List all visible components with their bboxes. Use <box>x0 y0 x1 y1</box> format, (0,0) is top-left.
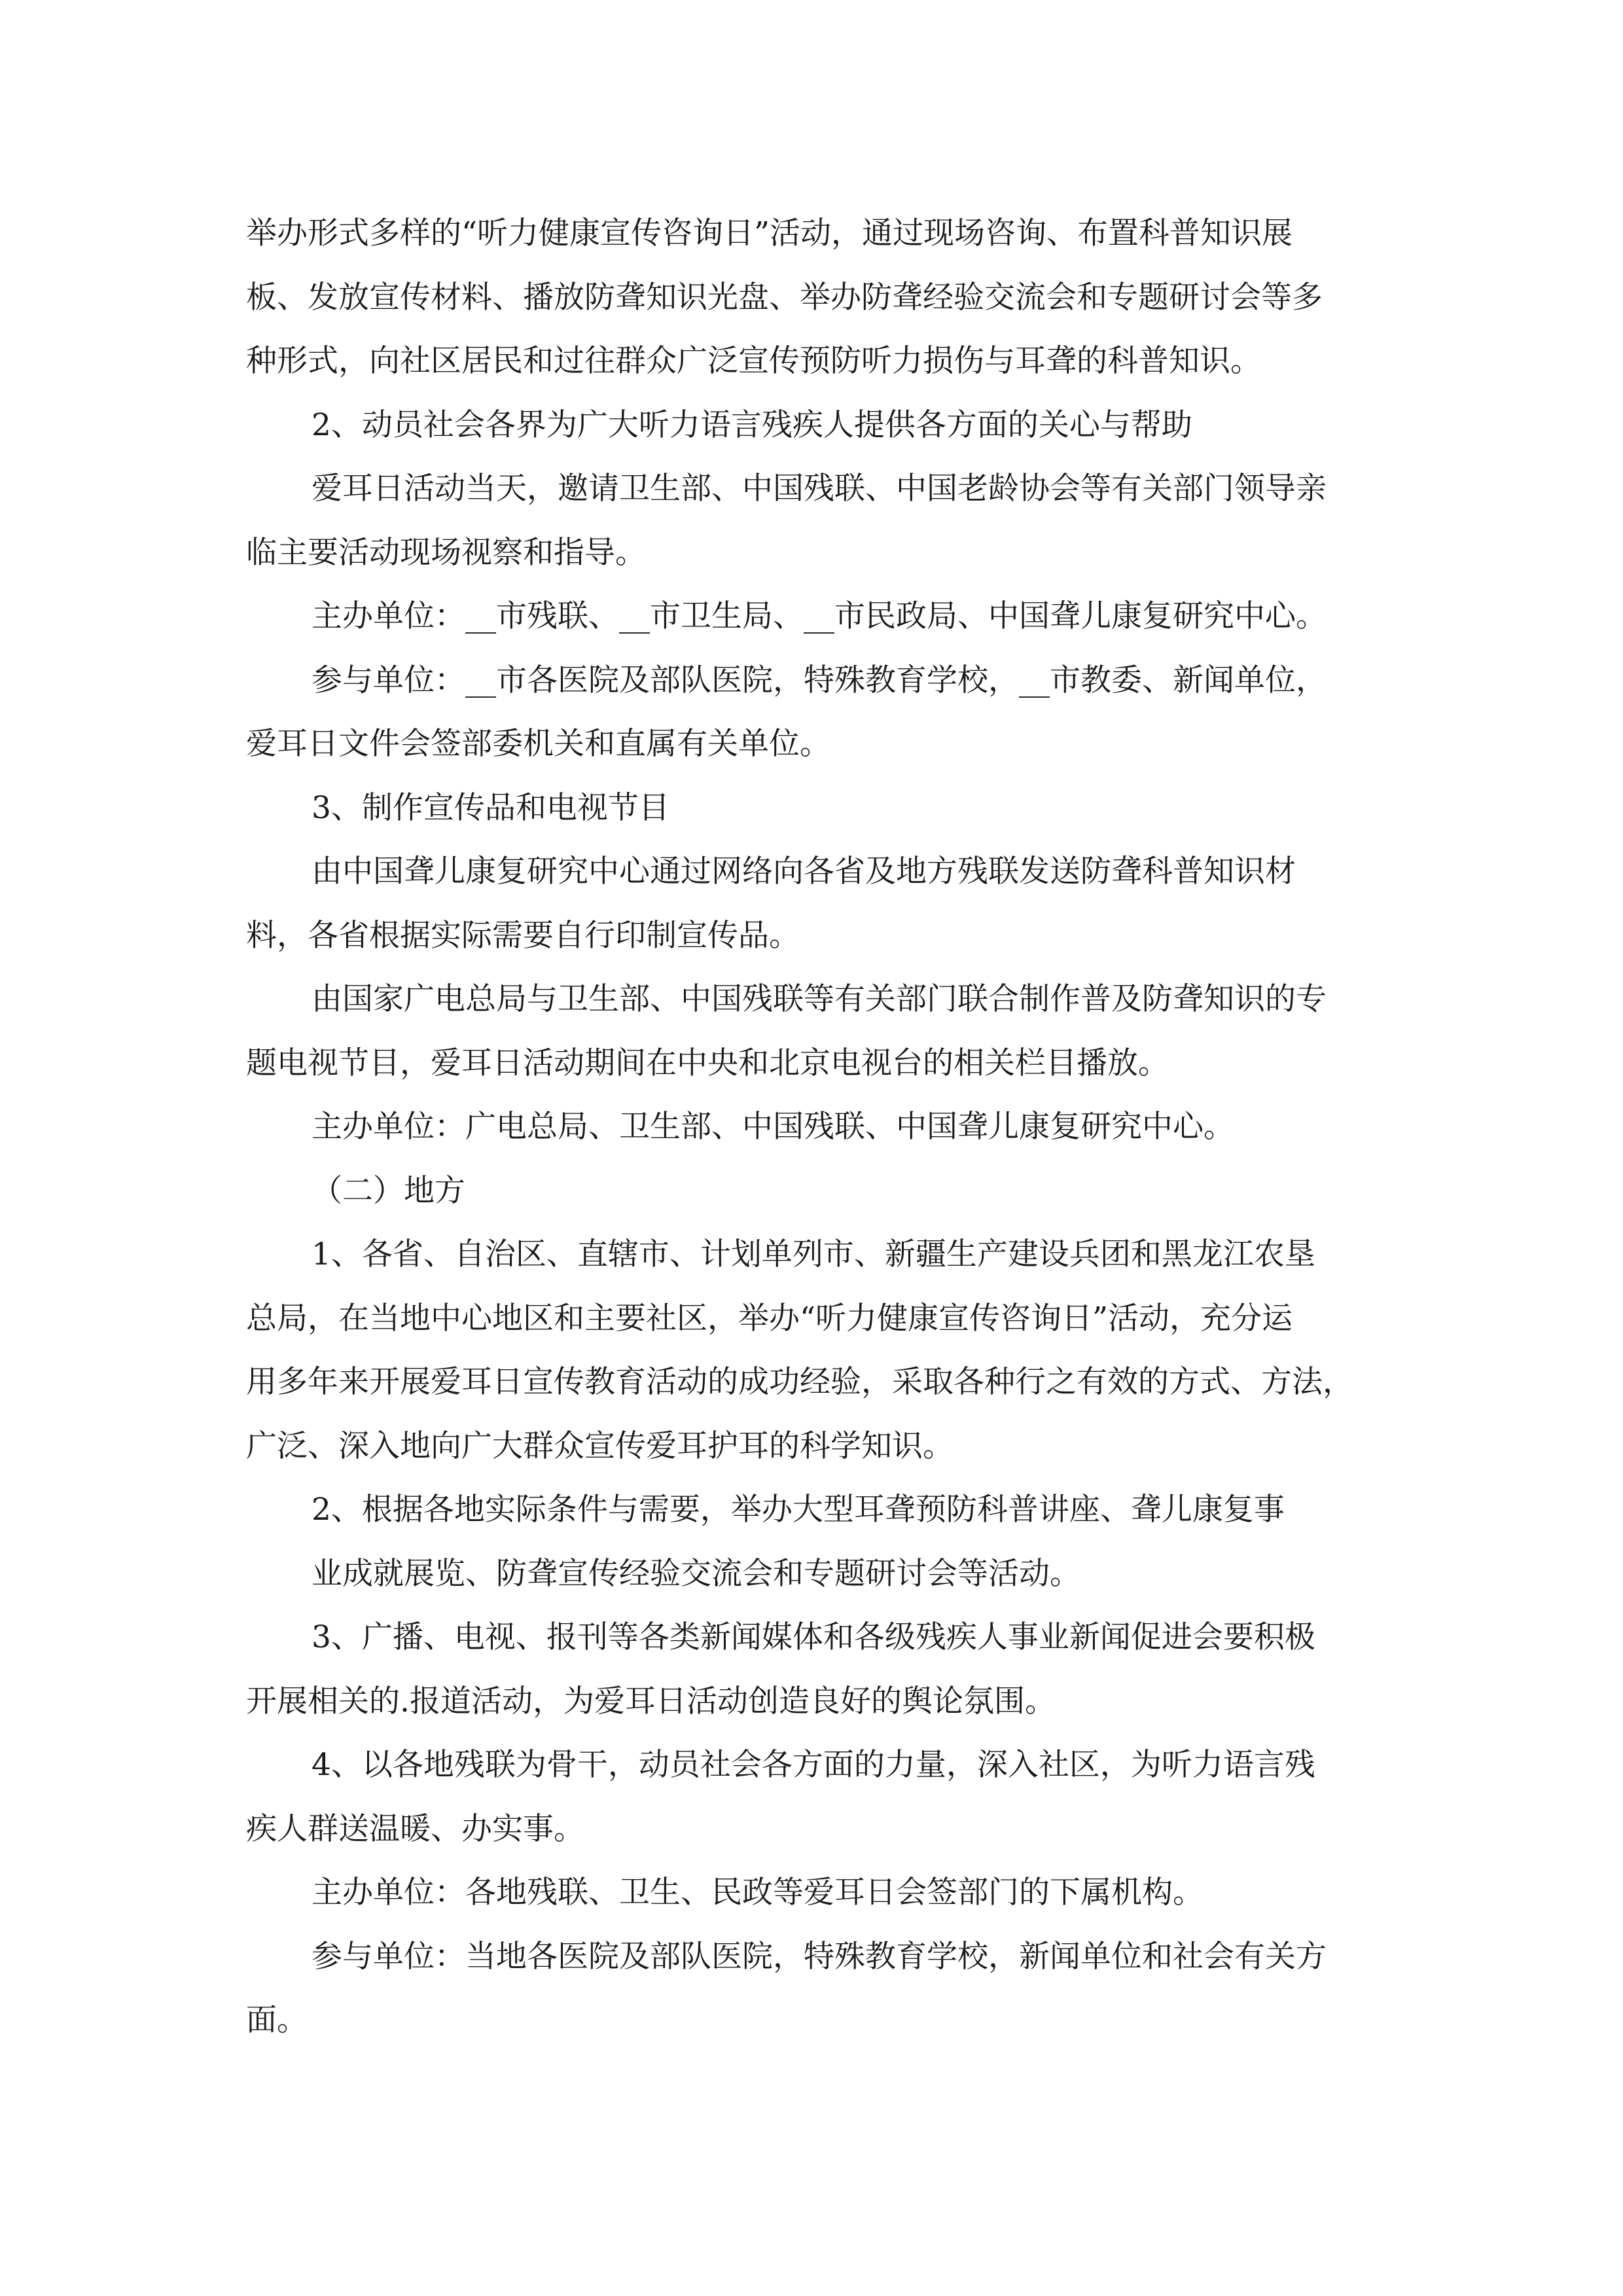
text-line: 参与单位：当地各医院及部队医院，特殊教育学校，新闻单位和社会有关方 <box>312 1938 1327 1975</box>
text-line: 由国家广电总局与卫生部、中国残联等有关部门联合制作普及防聋知识的专 <box>312 981 1327 1017</box>
text-line: 2、动员社会各界为广大听力语言残疾人提供各方面的关心与帮助 <box>312 406 1192 443</box>
text-line: 爱耳日活动当天，邀请卫生部、中国残联、中国老龄协会等有关部门领导亲 <box>312 471 1327 507</box>
text-line: 爱耳日文件会签部委机关和直属有关单位。 <box>246 726 830 762</box>
text-line: 1、各省、自治区、直辖市、计划单列市、新疆生产建设兵团和黑龙江农垦 <box>312 1236 1315 1272</box>
text-line: 种形式，向社区居民和过往群众广泛宣传预防听力损伤与耳聋的科普知识。 <box>246 343 1261 379</box>
text-line: 由中国聋儿康复研究中心通过网络向各省及地方残联发送防聋科普知识材 <box>312 853 1296 889</box>
text-line: 广泛、深入地向广大群众宣传爱耳护耳的科学知识。 <box>246 1427 954 1464</box>
text-line: 开展相关的.报道活动，为爱耳日活动创造良好的舆论氛围。 <box>246 1683 1056 1719</box>
text-line: 主办单位：各地残联、卫生、民政等爱耳日会签部门的下属机构。 <box>312 1874 1204 1910</box>
text-line: 举办形式多样的“听力健康宣传咨询日”活动，通过现场咨询、布置科普知识展 <box>246 215 1293 251</box>
text-line: 参与单位：__市各医院及部队医院，特殊教育学校，__市教委、新闻单位， <box>312 662 1327 698</box>
text-line: 总局，在当地中心地区和主要社区，举办“听力健康宣传咨询日”活动，充分运 <box>246 1300 1293 1336</box>
text-line: 3、广播、电视、报刊等各类新闻媒体和各级残疾人事业新闻促进会要积极 <box>312 1619 1315 1655</box>
text-line: 疾人群送温暖、办实事。 <box>246 1810 584 1847</box>
text-line: 4、以各地残联为骨干，动员社会各方面的力量，深入社区，为听力语言残 <box>312 1747 1315 1783</box>
text-line: 3、制作宣传品和电视节目 <box>312 789 669 826</box>
text-line: 主办单位：__市残联、__市卫生局、__市民政局、中国聋儿康复研究中心。 <box>312 598 1327 634</box>
text-line: （二）地方 <box>312 1172 465 1209</box>
text-line: 料，各省根据实际需要自行印制宣传品。 <box>246 917 800 954</box>
text-line: 面。 <box>246 2002 308 2038</box>
text-line: 2、根据各地实际条件与需要，举办大型耳聋预防科普讲座、聋儿康复事 <box>312 1492 1285 1528</box>
text-line: 主办单位：广电总局、卫生部、中国残联、中国聋儿康复研究中心。 <box>312 1109 1234 1145</box>
text-line: 临主要活动现场视察和指导。 <box>246 534 646 571</box>
text-line: 题电视节目，爱耳日活动期间在中央和北京电视台的相关栏目播放。 <box>246 1045 1169 1081</box>
text-line: 用多年来开展爱耳日宣传教育活动的成功经验，采取各种行之有效的方式、方法， <box>246 1364 1353 1400</box>
document-body <box>246 202 1385 2053</box>
text-line: 板、发放宣传材料、播放防聋知识光盘、举办防聋经验交流会和专题研讨会等多 <box>246 279 1323 315</box>
text-line: 业成就展览、防聋宣传经验交流会和专题研讨会等活动。 <box>312 1555 1080 1592</box>
